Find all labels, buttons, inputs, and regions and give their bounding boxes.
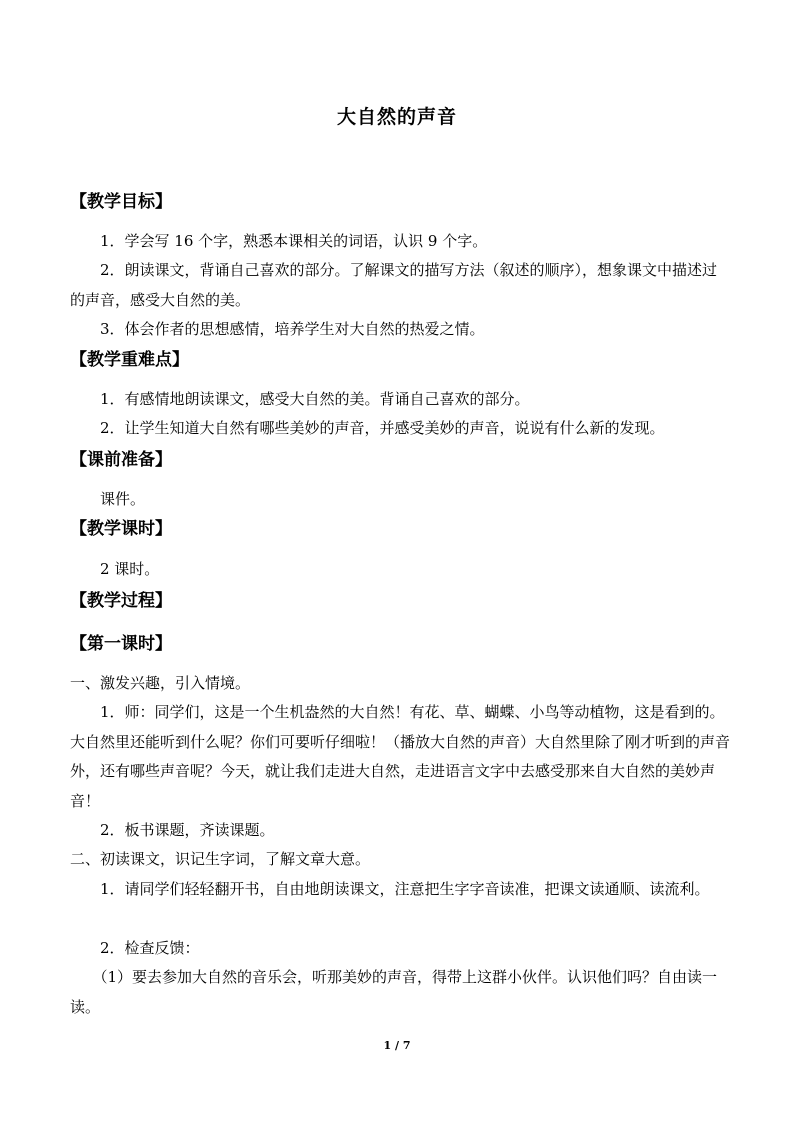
step1-item-2: 2．板书课题，齐读课题。 [100, 821, 275, 839]
key-point-item-2: 2．让学生知道大自然有哪些美妙的声音，并感受美妙的声音，说说有什么新的发现。 [100, 419, 665, 437]
document-title: 大自然的声音 [336, 106, 457, 128]
step1-title: 一、激发兴趣，引入情境。 [70, 674, 251, 692]
hours-heading: 【教学课时】 [70, 519, 172, 539]
process-heading: 【教学过程】 [70, 591, 172, 611]
first-lesson-heading: 【第一课时】 [70, 634, 172, 654]
step1-item-1: 1．师：同学们，这是一个生机盎然的大自然！有花、草、蝴蝶、小鸟等动植物，这是看到的。大自然里还能听到什么呢？你们可要听仔细啦！（播放大自然的声音）大自然里除了刚才听到的声音外，还有哪些声音呢？今天，就让我们走进大自然，走进语言文字中去感受那来自大自然的美妙声音！ [70, 703, 731, 810]
preparation-text: 课件。 [100, 490, 146, 508]
goals-heading: 【教学目标】 [70, 192, 172, 212]
goal-item-2: 2．朗读课文，背诵自己喜欢的部分。了解课文的描写方法（叙述的顺序），想象课文中描述过的声音，感受大自然的美。 [70, 261, 718, 309]
key-point-item-1: 1．有感情地朗读课文，感受大自然的美。背诵自己喜欢的部分。 [100, 390, 530, 408]
hours-text: 2 课时。 [100, 560, 160, 578]
step2-item-1: 1．请同学们轻轻翻开书，自由地朗读课文，注意把生字字音读准，把课文读通顺、读流利。 [100, 880, 710, 898]
key-points-heading: 【教学重难点】 [70, 350, 189, 370]
goal-item-3: 3．体会作者的思想感情，培养学生对大自然的热爱之情。 [100, 320, 485, 338]
step2-item-3: （1）要去参加大自然的音乐会，听那美妙的声音，得带上这群小伙伴。认识他们吗？自由读一读。 [70, 968, 718, 1016]
page-number: 1 / 7 [383, 1039, 411, 1052]
step2-title: 二、初读课文，识记生字词，了解文章大意。 [70, 850, 371, 868]
step2-item-2: 2．检查反馈： [100, 939, 200, 957]
preparation-heading: 【课前准备】 [70, 450, 172, 470]
goal-item-1: 1．学会写 16 个字，熟悉本课相关的词语，认识 9 个字。 [100, 232, 488, 250]
